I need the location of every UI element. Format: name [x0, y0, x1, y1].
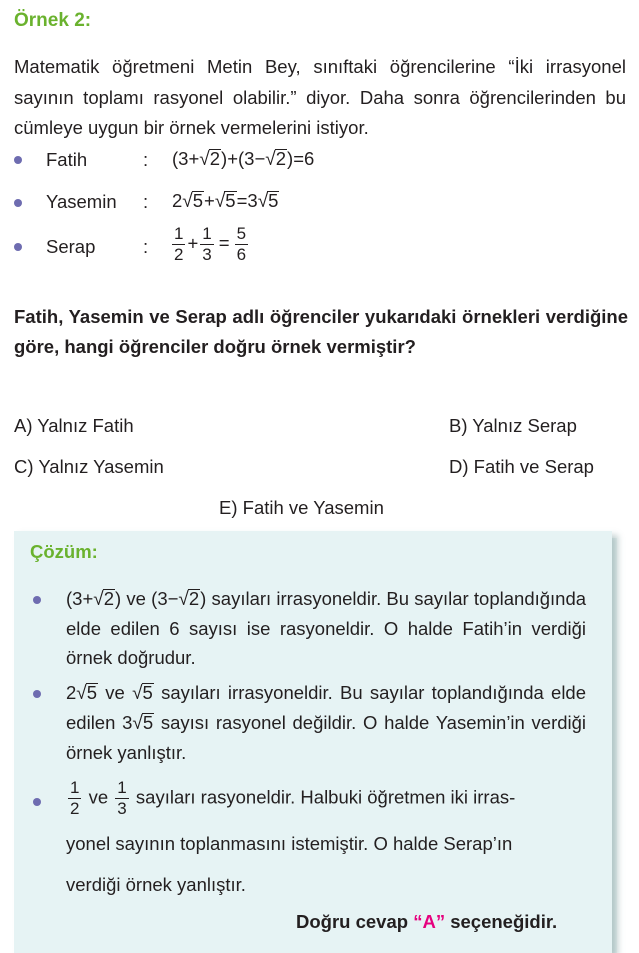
student-name-fatih: Fatih [46, 149, 88, 170]
yasemin-example: 2√5+√5=3√5 [172, 190, 279, 212]
option-b[interactable]: B) Yalnız Serap [449, 415, 577, 436]
bullet-icon [33, 690, 41, 698]
root-icon: √ [132, 683, 143, 704]
bullet-icon [14, 199, 22, 207]
bullet-icon [33, 596, 41, 604]
solution-serap-line2: yonel sayının toplanmasını istemiştir. O halde Serap’ın [66, 833, 513, 854]
colon: : [143, 236, 149, 257]
answer-letter: “A” [413, 911, 446, 932]
root-icon: √ [182, 191, 193, 212]
option-e[interactable]: E) Fatih ve Yasemin [219, 497, 384, 518]
option-c[interactable]: C) Yalnız Yasemin [14, 456, 164, 477]
root-icon: √ [93, 589, 104, 610]
root-icon: √ [199, 149, 210, 170]
root-icon: √ [178, 589, 189, 610]
root-icon: √ [214, 191, 226, 212]
fatih-example: (3+√2)+(3−√2)=6 [172, 148, 315, 170]
root-icon: √ [257, 191, 269, 212]
bullet-icon [14, 243, 22, 251]
question-text: Fatih, Yasemin ve Serap adlı öğrenciler yukarıdaki örnekleri verdiğine göre, hangi öğrenciler doğru örnek vermiştir? [14, 306, 628, 357]
solution-yasemin: 2√5 ve √5 sayıları irrasyoneldir. Bu sayılar toplandığında elde edilen 3√5 sayısı rasyonel değildir. O halde Yasemin’in verdiği örnek yanlıştır. [66, 678, 586, 767]
colon: : [143, 191, 149, 212]
solution-title: Çözüm: [30, 541, 98, 562]
option-a[interactable]: A) Yalnız Fatih [14, 415, 134, 436]
solution-serap-line3: verdiği örnek yanlıştır. [66, 874, 246, 895]
intro-paragraph: Matematik öğretmeni Metin Bey, sınıftaki öğrencilerine “İki irrasyonel sayının toplamı rasyonel olabilir.” diyor. Daha sonra öğrencilerinden bu cümleye uygun bir örnek vermelerini istiyor. [14, 56, 626, 138]
bullet-icon [33, 798, 41, 806]
root-icon: √ [132, 713, 143, 734]
solution-fatih: (3+√2) ve (3−√2) sayıları irrasyoneldir. Bu sayılar toplandığında elde edilen 6 sayısı ise rasyoneldir. O halde Fatih’in verdiği örnek doğrudur. [66, 584, 586, 672]
root-icon: √ [265, 149, 276, 170]
bullet-icon [14, 156, 22, 164]
correct-answer: Doğru cevap “A” seçeneğidir. [296, 911, 558, 932]
student-name-yasemin: Yasemin [46, 191, 117, 212]
option-d[interactable]: D) Fatih ve Serap [449, 456, 594, 477]
solution-serap: $\frac{1}{2}$ ve $\frac{1}{3}$ sayıları rasyoneldir. Halbuki öğretmen iki irras- [70, 778, 516, 818]
example-title: Örnek 2: [14, 10, 92, 31]
colon: : [143, 149, 149, 170]
serap-example: $\frac{1}{2}$ + $\frac{1}{3}$ = $\frac{5}{6}$ [174, 224, 247, 264]
student-name-serap: Serap [46, 236, 96, 257]
root-icon: √ [76, 683, 87, 704]
